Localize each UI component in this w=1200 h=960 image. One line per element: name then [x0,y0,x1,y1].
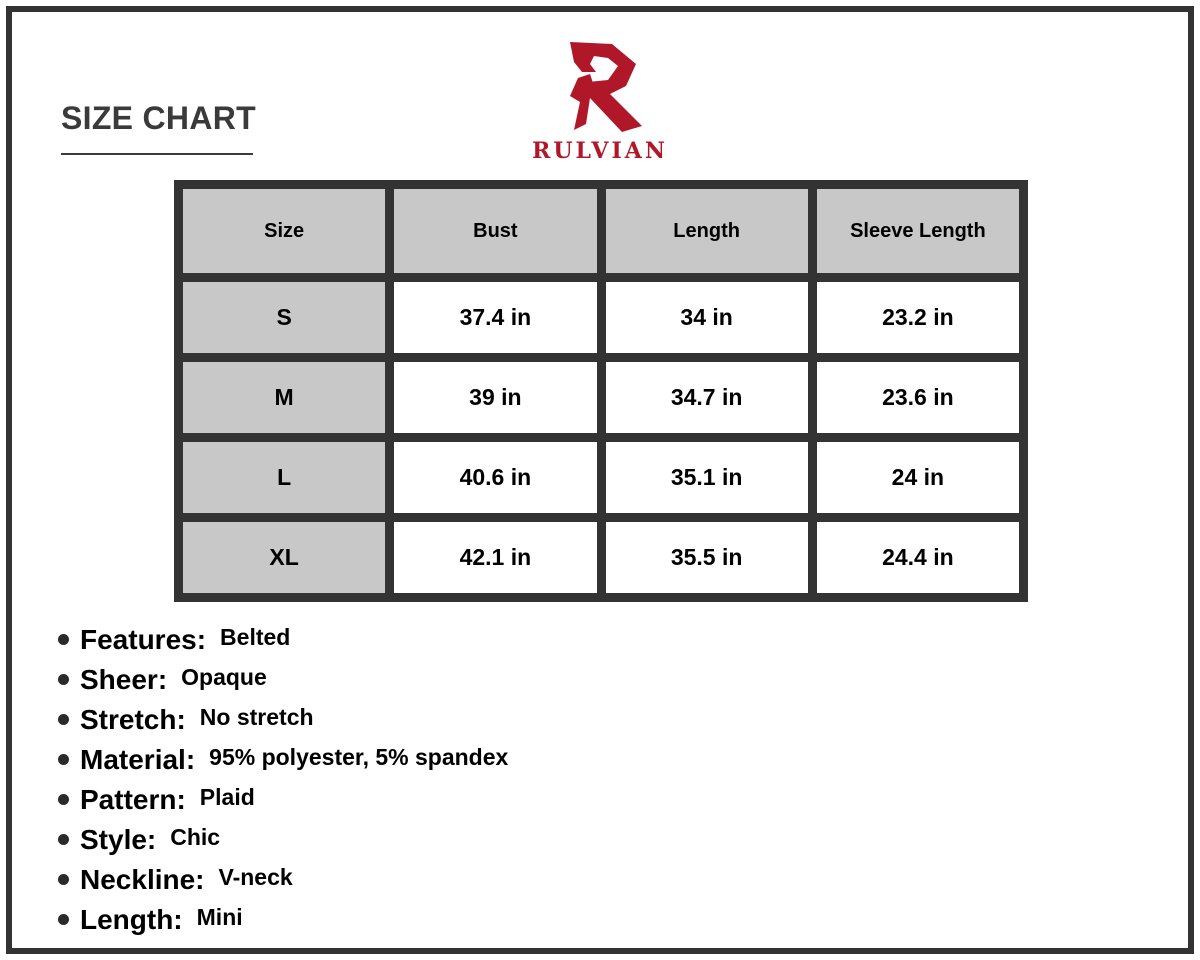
table-row [183,282,1019,353]
spec-item-features [58,624,508,664]
spec-label: Sheer: [80,664,168,695]
spec-label: Features: [80,624,207,655]
bullet-icon [58,794,69,805]
table-row [183,522,1019,593]
length-cell: 35.1 in [606,442,808,513]
column-header-sleeve-length: Sleeve Length [817,189,1019,273]
spec-label: Stretch: [80,704,186,735]
spec-item-material [58,744,508,784]
column-header-length: Length [606,189,808,273]
table-row [183,362,1019,433]
spec-item-style [58,824,508,864]
bust-cell: 40.6 in [394,442,596,513]
length-cell: 35.5 in [606,522,808,593]
bullet-icon [58,834,69,845]
spec-value: Opaque [181,664,267,690]
sleeve-length-cell: 24.4 in [817,522,1019,593]
size-cell: L [183,442,385,513]
column-header-size: Size [183,189,385,273]
size-cell: XL [183,522,385,593]
spec-value: 95% polyester, 5% spandex [209,744,509,770]
title-underline [61,153,253,155]
spec-item-sheer [58,664,508,704]
length-cell: 34.7 in [606,362,808,433]
spec-item-length [58,904,508,944]
spec-value: No stretch [199,704,314,730]
spec-value: Chic [170,824,221,850]
spec-label: Style: [80,824,157,855]
length-cell: 34 in [606,282,808,353]
column-header-bust: Bust [394,189,596,273]
sleeve-length-cell: 23.6 in [817,362,1019,433]
spec-item-neckline [58,864,508,904]
spec-item-stretch [58,704,508,744]
size-cell: S [183,282,385,353]
bullet-icon [58,914,69,925]
product-specs-list [58,624,508,944]
brand-logo-icon [560,42,642,132]
spec-label: Pattern: [80,784,186,815]
sleeve-length-cell: 23.2 in [817,282,1019,353]
brand-name: RULVIAN [532,138,668,164]
table-row [183,442,1019,513]
size-table [174,180,1028,602]
bullet-icon [58,674,69,685]
brand-logo [520,42,680,166]
bullet-icon [58,714,69,725]
bullet-icon [58,874,69,885]
bust-cell: 42.1 in [394,522,596,593]
spec-label: Length: [80,904,183,935]
spec-label: Material: [80,744,196,775]
bust-cell: 39 in [394,362,596,433]
page-title: SIZE CHART [61,100,256,136]
spec-value: V-neck [218,864,293,890]
spec-label: Neckline: [80,864,205,895]
spec-value: Belted [220,624,291,650]
table-header-row [183,189,1019,273]
bullet-icon [58,634,69,645]
size-cell: M [183,362,385,433]
sleeve-length-cell: 24 in [817,442,1019,513]
bust-cell: 37.4 in [394,282,596,353]
spec-item-pattern [58,784,508,824]
bullet-icon [58,754,69,765]
spec-value: Mini [196,904,243,930]
spec-value: Plaid [199,784,255,810]
